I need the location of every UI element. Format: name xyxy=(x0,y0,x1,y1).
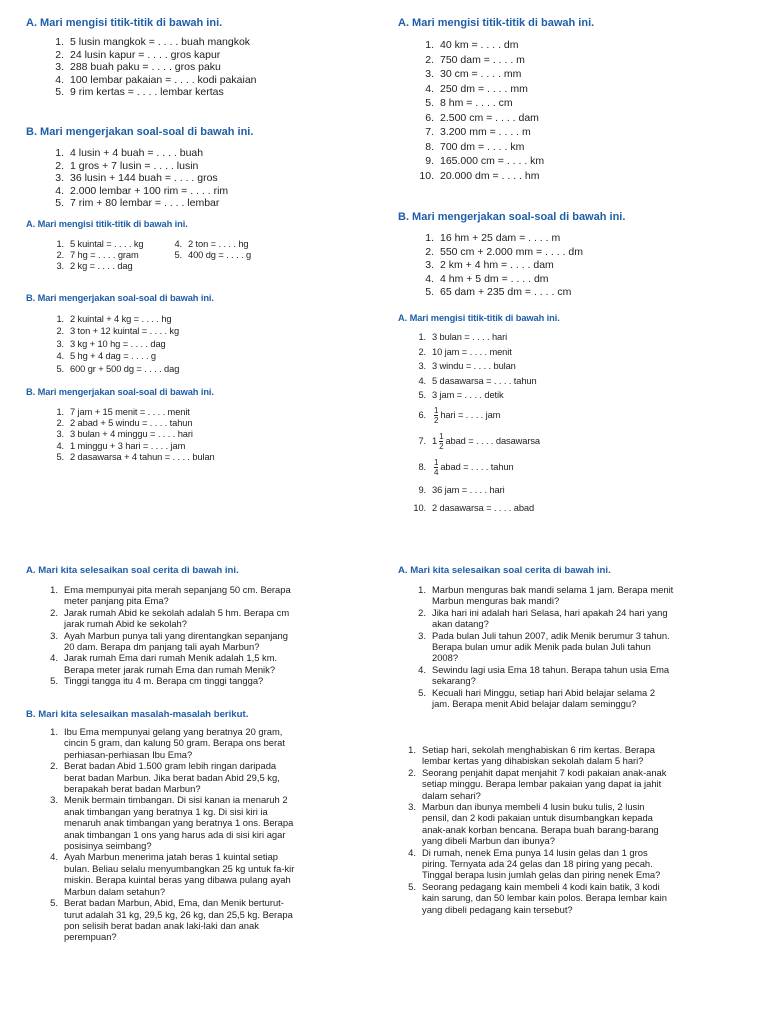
item-number: 5. xyxy=(425,286,434,299)
item-number: 5. xyxy=(408,880,416,892)
list-item xyxy=(40,726,298,760)
item-text: 20.000 dm = . . . . hm xyxy=(440,169,540,182)
item-number: 2. xyxy=(425,245,434,258)
item-number: 4. xyxy=(418,663,426,675)
item-text: Sewindu lagi usia Ema 18 tahun. Berapa tahun usia Ema sekarang? xyxy=(432,663,670,687)
list-item xyxy=(44,418,215,429)
item-number: 3. xyxy=(425,259,434,272)
item-number: 3. xyxy=(55,61,64,74)
list-item xyxy=(406,330,738,345)
item-number: 3. xyxy=(50,794,58,806)
item-number: 2. xyxy=(56,250,64,261)
section-soal-cerita-kuantitas xyxy=(398,744,674,915)
item-number: 1. xyxy=(55,36,64,48)
item-text: 65 dam + 235 dm = . . . . cm xyxy=(440,286,572,299)
list-item xyxy=(44,172,253,185)
list-item xyxy=(406,96,594,111)
item-text: 100 lembar pakaian = . . . . kodi pakaian xyxy=(70,73,257,86)
item-number: 5. xyxy=(56,451,64,462)
item-text: 9 rim kertas = . . . . lembar kertas xyxy=(70,86,224,99)
list-item xyxy=(44,429,215,440)
section-b-satuan-waktu xyxy=(26,386,215,463)
numerator: 1 xyxy=(434,406,439,415)
item-number: 3. xyxy=(56,338,64,349)
item-text: 600 gr + 500 dg = . . . . dag xyxy=(70,363,180,374)
list-item xyxy=(406,499,738,517)
item-text: 36 lusin + 144 buah = . . . . gros xyxy=(70,172,218,185)
item-number: 2. xyxy=(56,326,64,337)
item-number: 4. xyxy=(425,82,434,95)
list-item xyxy=(44,147,253,160)
item-text: Berat badan Abid 1.500 gram lebih ringan daripada berat badan Marbun. Jika berat badan Abid 29,5 kg, berapakah berat badan Marbun? xyxy=(64,760,280,795)
item-number: 9. xyxy=(418,484,426,495)
denominator: 4 xyxy=(434,468,439,477)
section-a-satuan-waktu xyxy=(398,312,738,517)
whole-number: 1 xyxy=(432,435,438,446)
item-text: 5 hg + 4 dag = . . . . g xyxy=(70,351,156,362)
item-text: 3 ton + 12 kuintal = . . . . kg xyxy=(70,326,180,337)
list-item xyxy=(164,239,251,250)
list-item xyxy=(44,36,257,49)
list-item xyxy=(44,261,164,272)
item-number: 5. xyxy=(418,390,426,400)
item-number: 3. xyxy=(418,629,426,641)
section-a-soal-cerita-panjang xyxy=(26,564,298,687)
item-text: 288 buah paku = . . . . gros paku xyxy=(70,61,221,74)
list-item xyxy=(406,140,594,155)
item-number: 4. xyxy=(50,652,58,664)
item-number: 3. xyxy=(408,801,416,813)
list-item xyxy=(398,847,674,881)
section-heading: A. Mari kita selesaikan soal cerita di bawah ini. xyxy=(26,565,239,576)
item-text: 3 kg + 10 hg = . . . . dag xyxy=(70,338,166,349)
section-b-satuan-berat xyxy=(26,292,214,375)
section-heading: A. Mari mengisi titik-titik di bawah ini. xyxy=(26,17,223,29)
item-text: Di rumah, nenek Ema punya 14 lusin gelas dan 1 gros piring. Ternyata ada 24 gelas dan 18 piring yang pecah. Tinggal berapa lusin jumlah gelas dan piring nenek Ema? xyxy=(422,846,661,881)
list-item xyxy=(406,38,594,53)
list-item xyxy=(40,652,298,675)
item-number: 5. xyxy=(50,897,58,909)
item-number: 1. xyxy=(56,407,64,417)
item-number: 2. xyxy=(55,48,64,61)
section-heading: A. Mari mengisi titik-titik di bawah ini. xyxy=(26,219,188,229)
item-text: 3 bulan + 4 minggu = . . . . hari xyxy=(70,429,193,440)
item-text: 36 jam = . . . . hari xyxy=(432,484,505,495)
section-a-satuan-berat xyxy=(26,218,251,273)
item-text: 250 dm = . . . . mm xyxy=(440,82,528,95)
item-text: 2 abad + 5 windu = . . . . tahun xyxy=(70,418,193,429)
list-item xyxy=(44,86,257,99)
list-item xyxy=(44,363,214,375)
item-text: 3.200 mm = . . . . m xyxy=(440,126,531,138)
list-item xyxy=(40,897,298,943)
item-text: Marbun menguras bak mandi selama 1 jam. Berapa menit Marbun menguras bak mandi? xyxy=(432,584,674,607)
item-text: 7 jam + 15 menit = . . . . menit xyxy=(70,407,190,417)
item-text: Kecuali hari Minggu, setiap hari Abid belajar selama 2 jam. Berapa menit Abid belajar dalam seminggu? xyxy=(432,686,656,710)
section-heading: A. Mari mengisi titik-titik di bawah ini. xyxy=(398,313,560,323)
section-b-satuan-panjang xyxy=(398,211,625,300)
fraction-item-8 xyxy=(406,455,738,481)
list-item xyxy=(406,246,625,260)
fraction xyxy=(439,432,443,451)
section-heading: B. Mari kita selesaikan masalah-masalah berikut. xyxy=(26,709,249,720)
list-item xyxy=(406,359,738,374)
list-item xyxy=(40,851,298,897)
item-text: 5 kuintal = . . . . kg xyxy=(70,239,144,249)
list-item xyxy=(406,232,625,246)
list-item xyxy=(44,49,257,62)
item-number: 4. xyxy=(425,272,434,285)
list-item xyxy=(44,441,215,452)
list-item xyxy=(406,53,594,68)
item-text: 2 dasawarsa + 4 tahun = . . . . bulan xyxy=(70,451,215,462)
item-text: 3 jam = . . . . detik xyxy=(432,390,504,400)
item-number: 1. xyxy=(55,147,64,159)
item-number: 2. xyxy=(50,760,58,772)
list-item xyxy=(164,250,251,261)
list-item xyxy=(40,584,298,607)
item-number: 2. xyxy=(408,766,416,778)
item-text: Marbun dan ibunya membeli 4 lusin buku tulis, 2 lusin pensil, dan 2 kodi pakaian untuk disumbangkan kepada anak-anak korban bencana. Berapa buah barang-barang yang dibeli Marbun dan ibunya? xyxy=(422,801,659,847)
list-item xyxy=(408,630,674,664)
item-number: 9. xyxy=(425,155,434,167)
section-heading: A. Mari kita selesaikan soal cerita di bawah ini. xyxy=(398,565,611,576)
list-item xyxy=(406,286,625,300)
item-text: 7 hg = . . . . gram xyxy=(70,250,139,261)
item-text: 8 hm = . . . . cm xyxy=(440,97,513,109)
item-number: 1. xyxy=(408,744,416,755)
item-number: 3. xyxy=(55,172,64,185)
list-item xyxy=(398,767,674,801)
list-item xyxy=(406,169,594,184)
list-item xyxy=(406,67,594,82)
list-item xyxy=(406,481,738,499)
list-item xyxy=(44,325,214,337)
section-b-masalah-berat xyxy=(26,708,298,943)
item-text: Pada bulan Juli tahun 2007, adik Menik berumur 3 tahun. Berapa bulan umur adik Menik pada bulan Juli tahun 2008? xyxy=(432,629,670,664)
item-text: Ayah Marbun punya tali yang direntangkan sepanjang 20 dam. Berapa dm panjang tali ayah Marbun? xyxy=(64,629,288,653)
section-heading: B. Mari mengerjakan soal-soal di bawah ini. xyxy=(26,293,214,303)
item-number: 1. xyxy=(425,39,434,51)
list-item xyxy=(40,794,298,851)
item-number: 1. xyxy=(50,584,58,595)
item-number: 5. xyxy=(55,86,64,99)
item-number: 7. xyxy=(425,126,434,138)
item-text: Ema mempunyai pita merah sepanjang 50 cm. Berapa meter panjang pita Ema? xyxy=(64,584,291,607)
item-number: 5. xyxy=(418,686,426,698)
item-number: 5. xyxy=(425,97,434,109)
fraction xyxy=(434,458,438,477)
item-number: 8. xyxy=(418,461,426,472)
list-item xyxy=(406,273,625,287)
item-number: 4. xyxy=(50,851,58,863)
section-heading: A. Mari mengisi titik-titik di bawah ini. xyxy=(398,17,595,29)
list-item xyxy=(406,259,625,273)
item-text: 3 windu = . . . . bulan xyxy=(432,361,516,371)
section-a-soal-cerita-waktu xyxy=(398,564,674,709)
item-number: 4. xyxy=(55,73,64,86)
item-number: 1. xyxy=(425,232,434,244)
item-number: 3. xyxy=(50,629,58,641)
item-number: 5. xyxy=(50,675,58,687)
item-text: 165.000 cm = . . . . km xyxy=(440,155,545,167)
item-number: 5. xyxy=(174,250,182,261)
list-item xyxy=(398,881,674,915)
list-item xyxy=(406,388,738,403)
item-number: 1. xyxy=(418,332,426,342)
item-text: 550 cm + 2.000 mm = . . . . dm xyxy=(440,245,583,258)
item-text: 30 cm = . . . . mm xyxy=(440,68,522,80)
item-text: 7 rim + 80 lembar = . . . . lembar xyxy=(70,197,220,210)
list-item xyxy=(406,374,738,389)
list-item xyxy=(44,407,215,418)
item-text: 700 dm = . . . . km xyxy=(440,140,525,153)
section-b-satuan-kuantitas xyxy=(26,126,253,210)
item-text: hari = . . . . jam xyxy=(440,409,501,420)
item-number: 10. xyxy=(419,169,434,182)
list-item xyxy=(398,801,674,847)
list-item xyxy=(44,338,214,350)
item-number: 2. xyxy=(418,346,426,357)
section-heading: B. Mari mengerjakan soal-soal di bawah ini. xyxy=(26,387,214,397)
item-text: 16 hm + 25 dam = . . . . m xyxy=(440,232,561,244)
item-text: 2 kg = . . . . dag xyxy=(70,261,133,272)
item-text: abad = . . . . dasawarsa xyxy=(445,435,540,446)
list-item xyxy=(44,313,214,325)
list-item xyxy=(406,125,594,140)
item-number: 1. xyxy=(56,314,64,324)
item-text: 2 dasawarsa = . . . . abad xyxy=(432,502,535,513)
item-text: 3 bulan = . . . . hari xyxy=(432,332,508,342)
item-number: 1. xyxy=(418,584,426,595)
fraction-item-6 xyxy=(406,403,738,429)
item-number: 4. xyxy=(174,239,182,249)
list-item xyxy=(44,74,257,87)
item-number: 4. xyxy=(56,440,64,451)
item-number: 5. xyxy=(55,197,64,210)
item-number: 4. xyxy=(418,375,426,386)
list-item xyxy=(40,675,298,686)
item-number: 6. xyxy=(418,409,426,420)
numerator: 1 xyxy=(439,432,444,441)
section-a-satuan-panjang xyxy=(398,17,594,183)
section-a-satuan-kuantitas xyxy=(26,17,257,99)
item-text: 2 km + 4 hm = . . . . dam xyxy=(440,259,554,272)
item-text: Tinggi tangga itu 4 m. Berapa cm tinggi tangga? xyxy=(64,675,264,687)
item-text: 4 hm + 5 dm = . . . . dm xyxy=(440,272,549,285)
list-item xyxy=(408,664,674,687)
item-text: Jarak rumah Ema dari rumah Menik adalah 1,5 km. Berapa meter jarak rumah Ema dan rumah Menik? xyxy=(64,652,278,675)
item-number: 5. xyxy=(56,363,64,374)
item-number: 6. xyxy=(425,111,434,124)
fraction-item-7 xyxy=(406,429,738,455)
item-number: 8. xyxy=(425,140,434,153)
item-number: 10. xyxy=(413,502,426,513)
item-text: 40 km = . . . . dm xyxy=(440,39,519,51)
item-number: 3. xyxy=(56,261,64,272)
list-item xyxy=(40,630,298,653)
list-item xyxy=(406,111,594,126)
item-number: 2. xyxy=(425,53,434,66)
item-text: Ibu Ema mempunyai gelang yang beratnya 20 gram, cincin 5 gram, dan kalung 50 gram. Berapa ons berat perhiasan-perhiasan Ibu Ema? xyxy=(64,726,285,760)
list-item xyxy=(406,345,738,360)
item-text: Jika hari ini adalah hari Selasa, hari apakah 24 hari yang akan datang? xyxy=(432,606,668,630)
list-item xyxy=(44,452,215,463)
item-number: 3. xyxy=(425,68,434,80)
item-number: 2. xyxy=(55,159,64,172)
item-number: 2. xyxy=(56,418,64,429)
item-text: Seorang pedagang kain membeli 4 kodi kain batik, 3 kodi kain sarung, dan 50 lembar kain polos. Berapa lembar kain yang dibeli pedagang kain tersebut? xyxy=(422,880,667,915)
item-text: abad = . . . . tahun xyxy=(440,461,514,472)
list-item xyxy=(44,250,164,261)
item-number: 4. xyxy=(55,184,64,197)
item-text: Menik bermain timbangan. Di sisi kanan ia menaruh 2 anak timbangan yang beratnya 1 kg. Di sisi kiri ia menaruh anak timbangan yang beratnya 1 ons. Berapa anak timbangan 1 ons yang harus ada di sisi kiri agar posisinya seimbang? xyxy=(64,794,294,852)
list-item xyxy=(40,607,298,630)
item-text: 2.500 cm = . . . . dam xyxy=(440,111,539,124)
item-text: 5 lusin mangkok = . . . . buah mangkok xyxy=(70,36,251,48)
list-item xyxy=(408,687,674,710)
list-item xyxy=(406,154,594,169)
item-text: 4 lusin + 4 buah = . . . . buah xyxy=(70,147,204,159)
list-item xyxy=(44,197,253,210)
item-number: 4. xyxy=(56,351,64,362)
list-item xyxy=(44,350,214,362)
list-item xyxy=(406,82,594,97)
item-text: 400 dg = . . . . g xyxy=(188,250,252,261)
fraction xyxy=(434,406,438,425)
item-text: Berat badan Marbun, Abid, Ema, dan Menik berturut-turut adalah 31 kg, 29,5 kg, 26 kg, dan 25,5 kg. Berapa pon selisih berat badan anak laki-laki dan anak perempuan? xyxy=(64,897,293,943)
list-item xyxy=(44,61,257,74)
item-number: 1. xyxy=(56,239,64,249)
section-heading: B. Mari mengerjakan soal-soal di bawah ini. xyxy=(398,211,626,223)
item-text: Setiap hari, sekolah menghabiskan 6 rim kertas. Berapa lembar kertas yang dihabiskan sekolah dalam 5 hari? xyxy=(422,744,655,767)
item-number: 4. xyxy=(408,846,416,858)
list-item xyxy=(44,239,164,250)
denominator: 2 xyxy=(439,442,444,451)
list-item xyxy=(44,160,253,173)
item-number: 2. xyxy=(50,606,58,618)
item-text: Ayah Marbun menerima jatah beras 1 kuintal setiap bulan. Beliau selalu menyumbangkan 25 kg untuk fa-kir miskin. Berapa kuintal beras yang dibawa pulang ayah Marbun dalam setahun? xyxy=(64,851,295,897)
item-text: 5 dasawarsa = . . . . tahun xyxy=(432,375,537,386)
item-text: 24 lusin kapur = . . . . gros kapur xyxy=(70,48,221,61)
list-item xyxy=(408,584,674,607)
item-text: Seorang penjahit dapat menjahit 7 kodi pakaian anak-anak setiap minggu. Berapa lembar pakaian yang dapat ia jahit dalam sehari? xyxy=(422,766,667,801)
item-number: 3. xyxy=(418,361,426,371)
item-text: Jarak rumah Abid ke sekolah adalah 5 hm. Berapa cm jarak rumah Abid ke sekolah? xyxy=(64,606,290,630)
item-text: 2.000 lembar + 100 rim = . . . . rim xyxy=(70,184,229,197)
item-text: 1 minggu + 3 hari = . . . . jam xyxy=(70,440,186,451)
item-number: 7. xyxy=(418,435,426,446)
numerator: 1 xyxy=(434,458,439,467)
item-number: 2. xyxy=(418,606,426,618)
list-item xyxy=(44,185,253,198)
item-text: 2 ton = . . . . hg xyxy=(188,239,249,249)
item-text: 750 dam = . . . . m xyxy=(440,53,525,66)
list-item xyxy=(408,607,674,630)
item-text: 1 gros + 7 lusin = . . . . lusin xyxy=(70,159,199,172)
item-number: 3. xyxy=(56,429,64,440)
item-text: 2 kuintal + 4 kg = . . . . hg xyxy=(70,314,172,324)
item-text: 10 jam = . . . . menit xyxy=(432,346,512,357)
list-item xyxy=(40,760,298,794)
item-number: 1. xyxy=(50,726,58,737)
list-item xyxy=(398,744,674,767)
denominator: 2 xyxy=(434,416,439,425)
section-heading: B. Mari mengerjakan soal-soal di bawah ini. xyxy=(26,126,254,138)
